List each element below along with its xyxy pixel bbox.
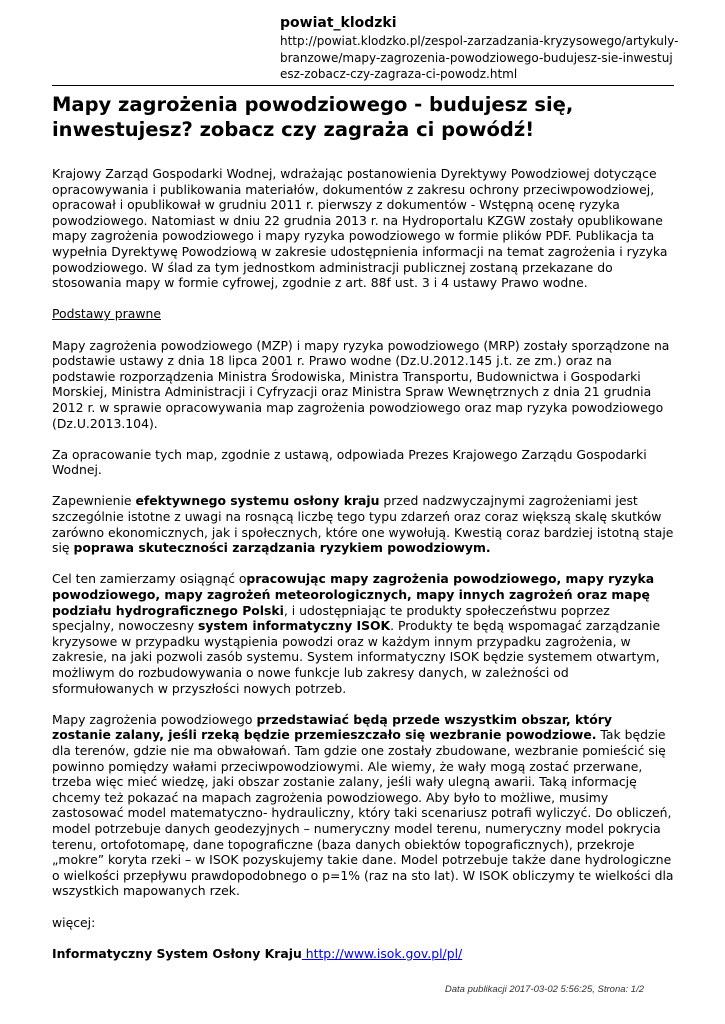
text-run: przed nadzwyczajnymi zagrożeniami jest szczególnie istotne z uwagi na rosnącą liczbę tego typu zdarzeń oraz coraz większą skalę skutków zarówno ekonomicznych, jak i społecznych, które one wywołują. Kwestią coraz bardziej istotną staje się bbox=[52, 493, 674, 556]
text-run: Mapy zagrożenia powodziowego bbox=[52, 711, 257, 727]
text-run: Tak będzie dla terenów, gdzie nie ma obwałowań. Tam gdzie one zostały zbudowane, wezbranie pomieścić się powinno pomiędzy wałami przeciwpowodziowymi. Ale wiemy, że wały mogą zostać przerwane, trzeba więc mieć wiedzę, jaki obszar zostanie zalany, jeśli wały ulegną awarii. Taką informację chcemy też pokazać na mapach zagrożenia powodziowego. Aby było to możliwe, musimy zastosować model matematyczno- hydrauliczny, który taki scenariusz potrafi wyliczyć. Do obliczeń, model potrzebuje danych geodezyjnych – numeryczny model terenu, numeryczny model pokrycia terenu, ortofotomapę, dane topograficzne (baza danych obiektów topograficznych), przekroje „mokre” koryta rzeki – w ISOK pozyskujemy takie dane. Model potrzebuje także dane hydrologiczne o wielkości przepływu prawdopodobnego o p=1% (raz na sto lat). W ISOK obliczymy te wielkości dla wszystkich mapowanych rzek. bbox=[52, 727, 674, 899]
paragraph-intro: Krajowy Zarząd Gospodarki Wodnej, wdrażając postanowienia Dyrektywy Powodziowej dotyczące opracowywania i publikowania materiałów, dokumentów z zakresu ochrony przeciwpowodziowej, opracował i opublikował w grudniu 2011 r. pierwszy z dokumentów - Wstępną ocenę ryzyka powodziowego. Natomiast w dniu 22 grudnia 2013 r. na Hydroportalu KZGW zostały opublikowane mapy zagrożenia powodziowego i mapy ryzyka powodziowego w formie plików PDF. Publikacja ta wypełnia Dyrektywę Powodziową w zakresie udostępnienia informacji na temat zagrożenia i ryzyka powodziowego. W ślad za tym jednostkom administracji publicznej zostaną przekazane do stosowania mapy w formie cyfrowej, zgodnie z art. 88f ust. 3 i 4 ustawy Prawo wodne. bbox=[52, 166, 668, 291]
paragraph-protection-system bbox=[52, 493, 674, 555]
source-url: http://powiat.klodzko.pl/zespol-zarzadzania-kryzysowego/artykuly-branzowe/mapy-zagrozenia-powodziowego-budujesz-sie-inwestujesz-zobacz-czy-zagraza-ci-powodz.html bbox=[280, 34, 679, 81]
bold-run: system informatyczny ISOK bbox=[197, 618, 391, 634]
section-heading-text: Podstawy prawne bbox=[52, 306, 161, 322]
section-heading-legal-basis bbox=[52, 306, 674, 322]
bold-run: przedstawiać będą przede wszystkim obszar, który zostanie zalany, jeśli rzeką będzie przemieszczało się wezbranie powodziowe. bbox=[52, 711, 612, 743]
header-divider bbox=[52, 85, 674, 86]
document-header bbox=[280, 13, 680, 83]
bold-run: pracowując mapy zagrożenia powodziowego, mapy ryzyka powodziowego, mapy zagrożeń meteorologicznych, mapy innych zagrożeń oraz mapę podziału hydrograficznego Polski bbox=[52, 571, 655, 618]
paragraph-flood-maps bbox=[52, 712, 674, 899]
bold-run: efektywnego systemu osłony kraju bbox=[135, 493, 380, 509]
site-name: powiat_klodzki bbox=[280, 15, 397, 31]
isok-link[interactable]: http://www.isok.gov.pl/pl/ bbox=[301, 945, 463, 961]
paragraph-legal-basis: Mapy zagrożenia powodziowego (MZP) i mapy ryzyka powodziowego (MRP) zostały sporządzone na podstawie ustawy z dnia 18 lipca 2001 r. Prawo wodne (Dz.U.2012.145 j.t. ze zm.) oraz na podstawie rozporządzenia Ministra Środowiska, Ministra Transportu, Budownictwa i Gospodarki Morskiej, Ministra Administracji i Cyfryzacji oraz Ministra Spraw Wewnętrznych z dnia 21 grudnia 2012 r. w sprawie opracowywania map zagrożenia powodziowego oraz map ryzyka powodziowego (Dz.U.2013.104). bbox=[52, 337, 670, 431]
paragraph-goal bbox=[52, 571, 674, 696]
publication-footer: Data publikacji 2017-03-02 5:56:25, Strona: 1/2 bbox=[444, 984, 644, 995]
bold-run: poprawa skuteczności zarządzania ryzykiem powodziowym. bbox=[73, 540, 491, 556]
more-label: więcej: bbox=[52, 914, 96, 930]
isok-link-line bbox=[52, 946, 674, 962]
text-run: , i udostępniając te produkty społeczeństwu poprzez specjalny, nowoczesny bbox=[52, 602, 610, 634]
article-title: Mapy zagrożenia powodziowego - budujesz się, inwestujesz? zobacz czy zagraża ci powódź! bbox=[52, 93, 574, 141]
paragraph-responsibility: Za opracowanie tych map, zgodnie z ustawą, odpowiada Prezes Krajowego Zarządu Gospodarki Wodnej. bbox=[52, 446, 647, 478]
text-run: Zapewnienie bbox=[52, 493, 136, 509]
text-run: Cel ten zamierzamy osiągnąć o bbox=[52, 571, 247, 587]
text-run: . Produkty te będą wspomagać zarządzanie kryzysowe w przypadku wystąpienia powodzi oraz w każdym innym przypadku zagrożenia, w zakresie, na jaki pozwoli zasób systemu. System informatyczny ISOK będzie systemem otwartym, możliwym do rozbudowywania o nowe funkcje lub zakresy danych, w zależności od sformułowanych w przyszłości nowych potrzeb. bbox=[52, 618, 661, 696]
article-body bbox=[52, 92, 674, 977]
isok-link-label: Informatyczny System Osłony Kraju bbox=[52, 945, 302, 961]
